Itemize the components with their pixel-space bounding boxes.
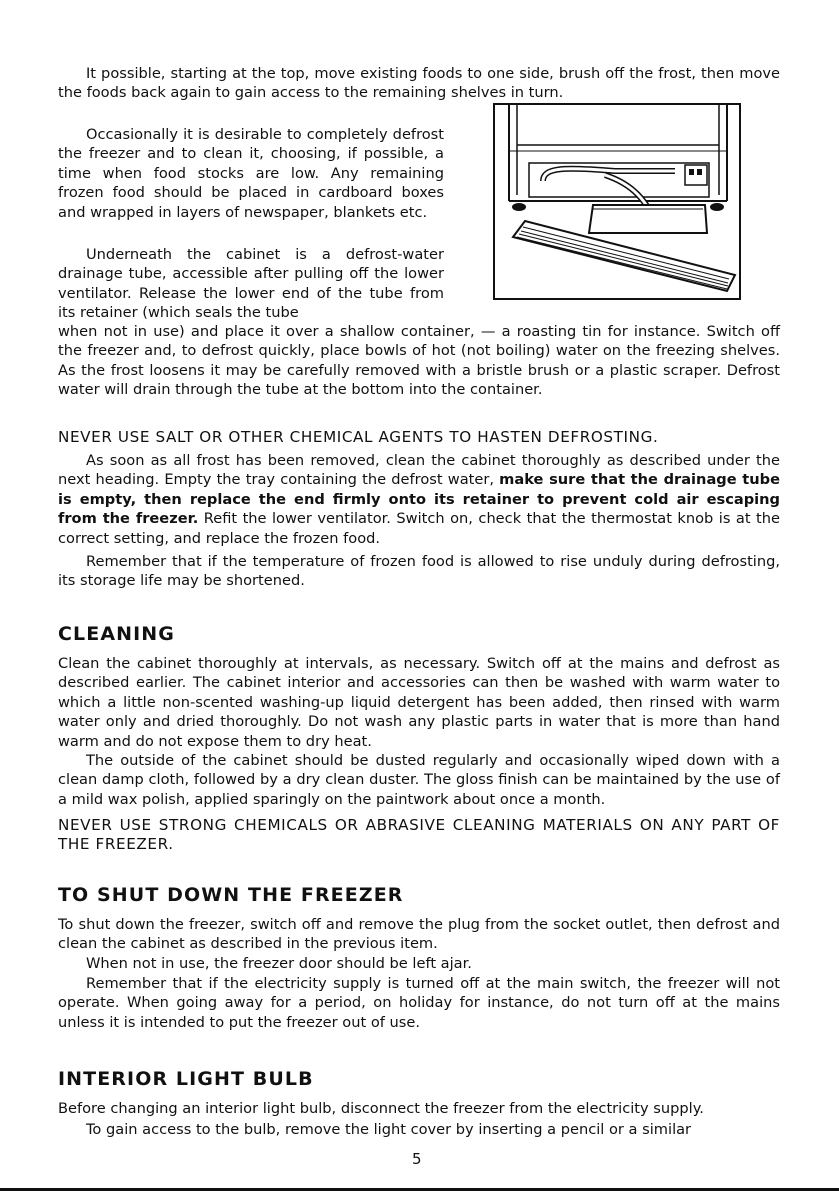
paragraph-mains-supply: Remember that if the electricity supply is turned off at the main switch, the freezer will not operate. When going away for a period, on holiday for instance, do not turn off at the mains unless it is intended to put the freezer out of use. — [58, 975, 780, 1031]
paragraph-drainage: Underneath the cabinet is a defrost-water drainage tube, accessible after pulling off the lower ventilator. Release the lower end of the tube from its retainer (which seals the tube — [58, 246, 444, 322]
paragraph-bulb-disconnect: Before changing an interior light bulb, disconnect the freezer from the electricity supply. — [58, 1100, 704, 1117]
drainage-diagram-icon — [495, 105, 739, 298]
after-defrost-text: As soon as all frost has been removed, clean the cabinet thoroughly as described under the next heading. Empty the tray containing the defrost water, — [58, 452, 780, 489]
paragraph-after-defrost — [58, 451, 780, 548]
warning-no-salt: NEVER USE SALT OR OTHER CHEMICAL AGENTS TO HASTEN DEFROSTING. — [58, 428, 659, 446]
paragraph-intro: It possible, starting at the top, move existing foods to one side, brush off the frost, then move the foods back again to gain access to the remaining shelves in turn. — [58, 65, 780, 102]
paragraph-storage-life: Remember that if the temperature of frozen food is allowed to rise unduly during defrosting, its storage life may be shortened. — [58, 553, 780, 590]
warning-no-abrasives: NEVER USE STRONG CHEMICALS OR ABRASIVE CLEANING MATERIALS ON ANY PART OF THE FREEZER. — [58, 816, 780, 854]
refit-ventilator-text: Refit the lower ventilator. Switch on, check that the thermostat knob is at the correct setting, and replace the frozen food. — [58, 510, 780, 547]
paragraph-defrost: Occasionally it is desirable to completely defrost the freezer and to clean it, choosing, if possible, a time when food stocks are low. Any remaining frozen food should be placed in cardboard boxes and wrapped in layers of newspaper, blankets etc. — [58, 126, 444, 221]
paragraph-door-ajar: When not in use, the freezer door should be left ajar. — [86, 955, 472, 972]
paragraph-cleaning-interior: Clean the cabinet thoroughly at intervals, as necessary. Switch off at the mains and defrost as described earlier. The cabinet interior and accessories can then be washed with warm water to which a little non-scented washing-up liquid detergent has been added, then rinsed with warm water only and dried thoroughly. Do not wash any plastic parts in water that is more than hand warm and do not expose them to dry heat. — [58, 655, 780, 750]
freezer-drainage-illustration — [493, 103, 741, 300]
heading-shut-down: TO SHUT DOWN THE FREEZER — [58, 884, 404, 906]
page-number: 5 — [412, 1150, 422, 1168]
heading-light-bulb: INTERIOR LIGHT BULB — [58, 1068, 314, 1090]
paragraph-cleaning-exterior: The outside of the cabinet should be dusted regularly and occasionally wiped down with a clean damp cloth, followed by a dry clean duster. The gloss finish can be maintained by the use of a mild wax polish, applied sparingly on the paintwork about once a month. — [58, 752, 780, 808]
heading-cleaning: CLEANING — [58, 623, 176, 645]
paragraph-defrost-procedure: when not in use) and place it over a shallow container, — a roasting tin for instance. Switch off the freezer and, to defrost quickly, place bowls of hot (not boiling) water on the freezing shelves. As the frost loosens it may be carefully removed with a bristle brush or a plastic scraper. Defrost water will drain through the tube at the bottom into the container. — [58, 323, 780, 399]
drainage-tube-instruction: make sure that the drainage tube is empty, then replace the end firmly onto its retainer to prevent cold air escaping from the freezer. — [58, 471, 780, 528]
paragraph-bulb-access: To gain access to the bulb, remove the light cover by inserting a pencil or a similar — [86, 1121, 692, 1138]
paragraph-shutdown: To shut down the freezer, switch off and remove the plug from the socket outlet, then defrost and clean the cabinet as described in the previous item. — [58, 916, 780, 953]
